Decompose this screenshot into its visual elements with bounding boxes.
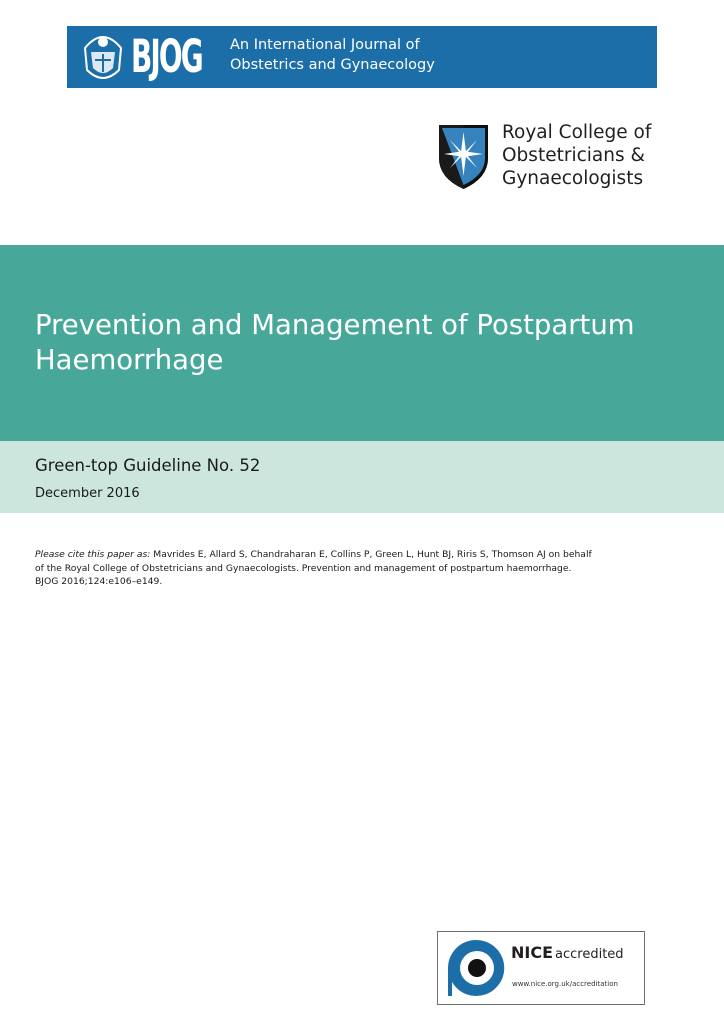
journal-name-line-2: Obstetrics and Gynaecology bbox=[230, 57, 435, 73]
citation-authors: Mavrides E, Allard S, Chandraharan E, Collins P, Green L, Hunt BJ, Riris S, Thomson AJ on behalf bbox=[150, 549, 592, 560]
citation-line-1 bbox=[35, 548, 695, 562]
title-band bbox=[0, 245, 724, 441]
rcog-logo bbox=[438, 124, 668, 196]
rcog-name-line-3: Gynaecologists bbox=[502, 168, 644, 189]
document-title bbox=[35, 308, 705, 378]
bjog-crest-icon bbox=[79, 30, 127, 84]
citation-line-2: of the Royal College of Obstetricians and Gynaecologists. Prevention and management of postpartum haemorrhage. bbox=[35, 562, 572, 574]
rcog-name-line-1: Royal College of bbox=[502, 122, 652, 143]
bjog-banner bbox=[67, 26, 657, 88]
journal-name bbox=[230, 35, 435, 75]
rcog-shield-star-icon bbox=[438, 124, 489, 190]
nice-word: NICE bbox=[511, 943, 554, 962]
rcog-name-line-2: Obstetricians & bbox=[502, 145, 645, 166]
rcog-name bbox=[502, 121, 651, 190]
nice-label bbox=[511, 943, 624, 962]
guideline-number: Green-top Guideline No. 52 bbox=[35, 456, 261, 475]
document-title-line-1: Prevention and Management of Postpartum bbox=[35, 309, 635, 341]
bjog-logo-word: BJOG bbox=[131, 30, 202, 83]
subtitle-band bbox=[0, 441, 724, 513]
citation-lead: Please cite this paper as: bbox=[35, 549, 151, 560]
citation-block bbox=[35, 548, 695, 589]
nice-accreditation-mark-icon bbox=[444, 936, 508, 1000]
nice-accredited-word: accredited bbox=[555, 947, 624, 962]
publication-date: December 2016 bbox=[35, 486, 140, 501]
nice-url: www.nice.org.uk/accreditation bbox=[512, 980, 618, 988]
nice-accreditation-badge bbox=[437, 931, 645, 1005]
document-title-line-2: Haemorrhage bbox=[35, 344, 224, 376]
journal-name-line-1: An International Journal of bbox=[230, 37, 420, 53]
citation-line-3: BJOG 2016;124:e106–e149. bbox=[35, 576, 163, 587]
